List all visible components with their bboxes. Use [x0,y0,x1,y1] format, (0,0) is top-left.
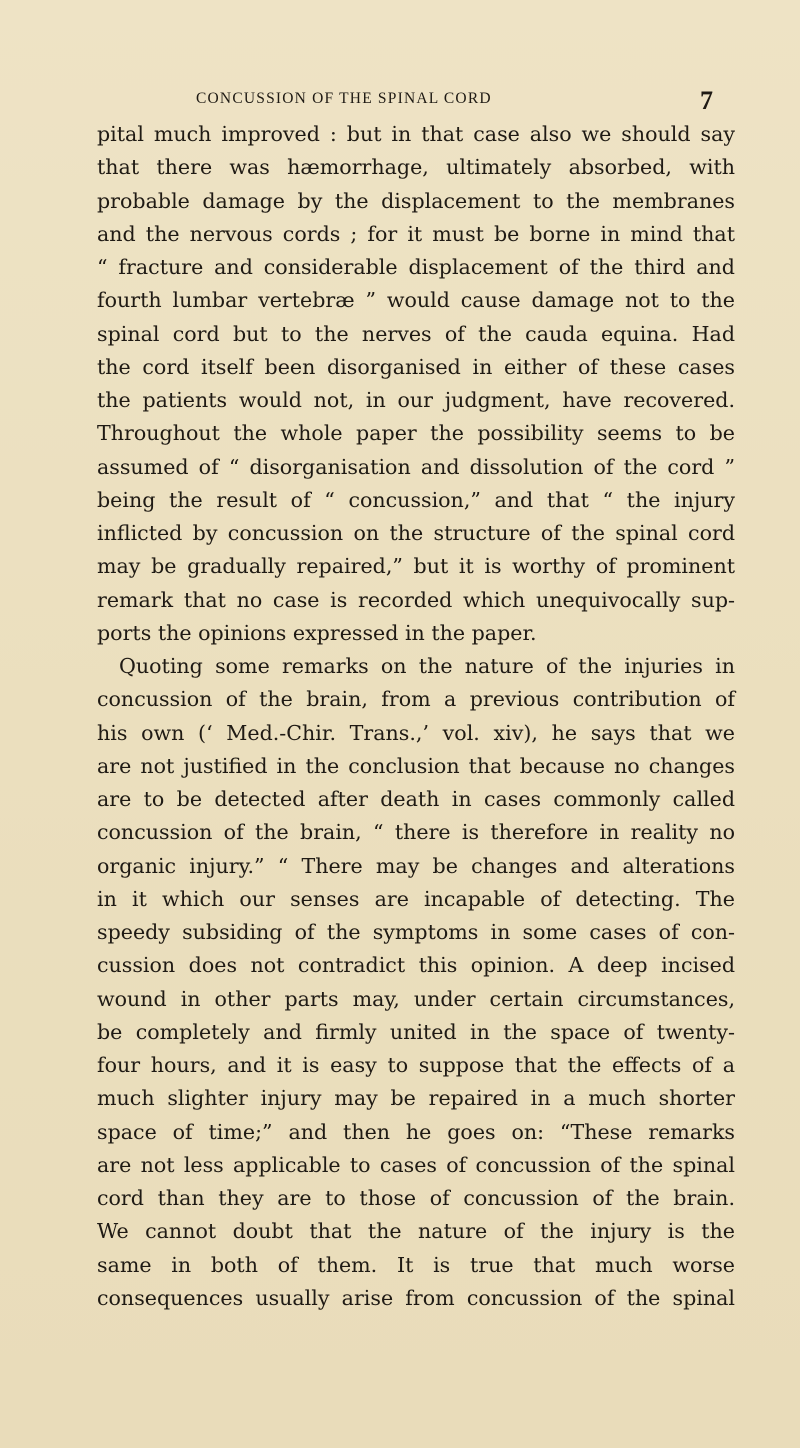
text-line: that there was hæmorrhage, ultimately absorbed, with [97,155,735,180]
text-line: Throughout the whole paper the possibility seems to be [97,421,735,446]
text-line: concussion of the brain, “ there is therefore in reality no [97,820,735,845]
text-line: consequences usually arise from concussion of the spinal [97,1285,735,1310]
text-line: in it which our senses are incapable of detecting. The [97,886,735,911]
running-head: CONCUSSION OF THE SPINAL CORD [196,90,492,107]
text-line: We cannot doubt that the nature of the injury is the [97,1219,735,1244]
text-line: are not justified in the conclusion that because no changes [97,753,735,778]
text-line: probable damage by the displacement to the membranes [97,188,735,213]
body-text [97,118,735,1315]
text-line: the cord itself been disorganised in either of these cases [97,354,735,379]
page-number: 7 [700,86,713,115]
text-line: wound in other parts may, under certain circumstances, [97,986,735,1011]
text-line: organic injury.” “ There may be changes and alterations [97,853,735,878]
text-line: fourth lumbar vertebræ ” would cause damage not to the [97,288,735,313]
text-line: remark that no case is recorded which unequivocally sup- [97,587,735,612]
text-line: may be gradually repaired,” but it is worthy of prominent [97,554,735,579]
text-line: are not less applicable to cases of concussion of the spinal [97,1152,735,1177]
text-line: his own (‘ Med.-Chir. Trans.,’ vol. xiv), he says that we [97,720,735,745]
text-line: being the result of “ concussion,” and that “ the injury [97,487,735,512]
text-line: and the nervous cords ; for it must be borne in mind that [97,221,735,246]
text-line: are to be detected after death in cases commonly called [97,787,735,811]
text-line: same in both of them. It is true that much worse [97,1252,735,1277]
text-line: inflicted by concussion on the structure of the spinal cord [97,521,735,545]
text-line: cussion does not contradict this opinion. A deep incised [97,953,735,978]
text-line: pital much improved : but in that case also we should say [97,122,735,146]
text-line: much slighter injury may be repaired in a much shorter [97,1086,735,1111]
text-line: cord than they are to those of concussion of the brain. [97,1186,735,1210]
text-line: spinal cord but to the nerves of the cauda equina. Had [97,321,735,346]
paragraph-first-line: Quoting some remarks on the nature of the injuries in [119,654,735,678]
text-line: space of time;” and then he goes on: “These remarks [97,1119,735,1144]
text-line: speedy subsiding of the symptoms in some cases of con- [97,920,735,944]
paragraph-last-line: ports the opinions expressed in the paper. [97,620,537,645]
text-line: “ fracture and considerable displacement of the third and [97,255,735,279]
text-line: assumed of “ disorganisation and dissolution of the cord ” [97,454,735,479]
text-line: four hours, and it is easy to suppose that the effects of a [97,1053,735,1077]
text-line: the patients would not, in our judgment, have recovered. [97,388,735,412]
text-line: concussion of the brain, from a previous contribution of [97,687,735,712]
text-line: be completely and firmly united in the space of twenty- [97,1019,735,1044]
